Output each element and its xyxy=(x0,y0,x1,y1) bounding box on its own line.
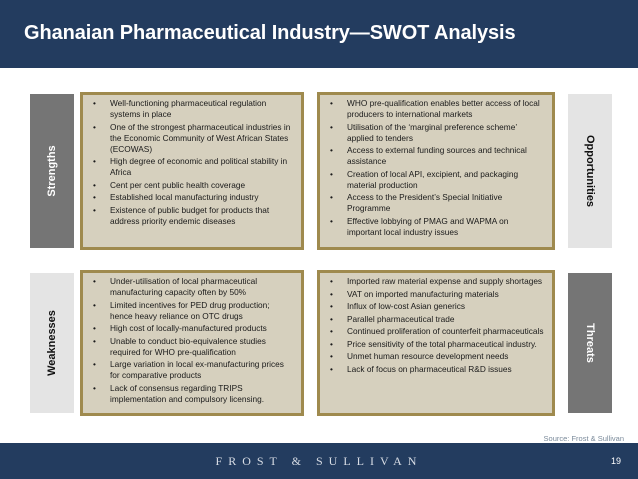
weaknesses-label: Weaknesses xyxy=(46,310,58,376)
source-note: Source: Frost & Sullivan xyxy=(543,434,624,443)
page-number: 19 xyxy=(610,456,621,466)
bullet-marker: • xyxy=(93,359,96,369)
list-item xyxy=(91,180,293,191)
weaknesses-list xyxy=(91,276,293,405)
list-item-text: Existence of public budget for products that address priority endemic diseases xyxy=(110,204,270,226)
page-title: Ghanaian Pharmaceutical Industry—SWOT Analysis xyxy=(24,22,516,44)
header-bar xyxy=(0,0,638,68)
list-item-text: Established local manufacturing industry xyxy=(110,192,259,202)
strengths-quadrant xyxy=(80,92,304,250)
bullet-marker: • xyxy=(93,276,96,286)
bullet-marker: • xyxy=(330,276,333,286)
list-item xyxy=(91,156,293,178)
list-item xyxy=(91,205,293,227)
bullet-marker: • xyxy=(330,145,333,155)
bullet-marker: • xyxy=(330,98,333,108)
list-item xyxy=(91,336,293,358)
opportunities-label: Opportunities xyxy=(584,134,596,208)
list-item-text: Continued proliferation of counterfeit pharmaceuticals xyxy=(347,326,544,336)
list-item xyxy=(328,98,544,120)
list-item xyxy=(91,276,293,298)
list-item-text: Well-functioning pharmaceutical regulation systems in place xyxy=(110,98,267,119)
list-item xyxy=(328,301,544,312)
list-item-text: Cent per cent public health coverage xyxy=(110,179,246,190)
list-item xyxy=(328,276,544,287)
bullet-marker: • xyxy=(93,179,96,190)
list-item-text: Unmet human resource development needs xyxy=(347,351,509,361)
strengths-label: Strengths xyxy=(46,145,58,197)
list-item xyxy=(91,300,293,322)
bullet-marker: • xyxy=(330,351,333,361)
list-item-text: Access to the President’s Special Initiative Programme xyxy=(347,192,503,213)
strengths-list xyxy=(91,98,293,227)
list-item xyxy=(328,364,544,375)
list-item-text: VAT on imported manufacturing materials xyxy=(347,288,499,299)
list-item-text: One of the strongest pharmaceutical industries in the Economic Community of West African States (ECOWAS) xyxy=(110,121,291,154)
opportunities-list xyxy=(328,98,544,238)
bullet-marker: • xyxy=(93,382,96,393)
bullet-marker: • xyxy=(93,323,96,333)
list-item xyxy=(328,216,544,238)
list-item xyxy=(328,169,544,191)
bullet-marker: • xyxy=(93,299,96,310)
bullet-marker: • xyxy=(330,168,333,179)
list-item xyxy=(91,359,293,381)
bullet-marker: • xyxy=(93,156,96,166)
threats-quadrant xyxy=(317,270,555,416)
list-item xyxy=(328,351,544,362)
bullet-marker: • xyxy=(93,121,96,132)
list-item-text: Creation of local API, excipient, and packaging material production xyxy=(347,168,519,190)
list-item-text: High degree of economic and political stability in Africa xyxy=(110,156,288,177)
bullet-marker: • xyxy=(330,215,333,226)
threats-list xyxy=(328,276,544,375)
list-item-text: Effective lobbying of PMAG and WAPMA on important local industry issues xyxy=(347,215,509,237)
list-item-text: Large variation in local ex-manufacturing prices for comparative products xyxy=(110,359,284,380)
list-item-text: Limited incentives for PED drug production; hence heavy reliance on OTC drugs xyxy=(110,299,270,321)
bullet-marker: • xyxy=(93,98,96,108)
list-item-text: Price sensitivity of the total pharmaceutical industry. xyxy=(347,338,537,349)
bullet-marker: • xyxy=(330,121,333,132)
list-item xyxy=(328,192,544,214)
frost-sullivan-logo: FROST & SULLIVAN xyxy=(215,454,423,468)
bullet-marker: • xyxy=(93,192,96,202)
list-item-text: High cost of locally-manufactured products xyxy=(110,323,267,333)
threats-label: Threats xyxy=(584,323,596,363)
list-item xyxy=(328,122,544,144)
list-item xyxy=(328,326,544,337)
list-item-text: Utilisation of the ‘marginal preference scheme’ applied to tenders xyxy=(347,121,517,143)
bullet-marker: • xyxy=(93,335,96,346)
bullet-marker: • xyxy=(93,204,96,215)
bullet-marker: • xyxy=(330,326,333,336)
bullet-marker: • xyxy=(330,288,333,299)
strengths-label-box xyxy=(30,94,74,248)
list-item xyxy=(328,314,544,325)
bullet-marker: • xyxy=(330,192,333,202)
footer-bar xyxy=(0,443,638,479)
list-item-text: Imported raw material expense and supply shortages xyxy=(347,276,543,286)
list-item xyxy=(91,383,293,405)
list-item-text: WHO pre-qualification enables better access of local producers to international markets xyxy=(347,98,540,119)
list-item xyxy=(328,145,544,167)
list-item-text: Parallel pharmaceutical trade xyxy=(347,313,455,324)
list-item xyxy=(328,339,544,350)
list-item xyxy=(91,192,293,203)
threats-label-box xyxy=(568,273,612,413)
list-item-text: Access to external funding sources and technical assistance xyxy=(347,145,527,166)
bullet-marker: • xyxy=(330,301,333,311)
opportunities-label-box xyxy=(568,94,612,248)
list-item xyxy=(91,323,293,334)
list-item xyxy=(328,289,544,300)
bullet-marker: • xyxy=(330,338,333,349)
list-item-text: Lack of focus on pharmaceutical R&D issues xyxy=(347,363,512,374)
list-item xyxy=(91,122,293,155)
bullet-marker: • xyxy=(330,313,333,324)
list-item xyxy=(91,98,293,120)
opportunities-quadrant xyxy=(317,92,555,250)
list-item-text: Unable to conduct bio-equivalence studies required for WHO pre-qualification xyxy=(110,335,266,357)
list-item-text: Lack of consensus regarding TRIPS implementation and compulsory licensing. xyxy=(110,382,265,404)
list-item-text: Influx of low-cost Asian generics xyxy=(347,301,466,311)
weaknesses-quadrant xyxy=(80,270,304,416)
bullet-marker: • xyxy=(330,363,333,374)
weaknesses-label-box xyxy=(30,273,74,413)
list-item-text: Under-utilisation of local pharmaceutical manufacturing capacity often by 50% xyxy=(110,276,258,297)
